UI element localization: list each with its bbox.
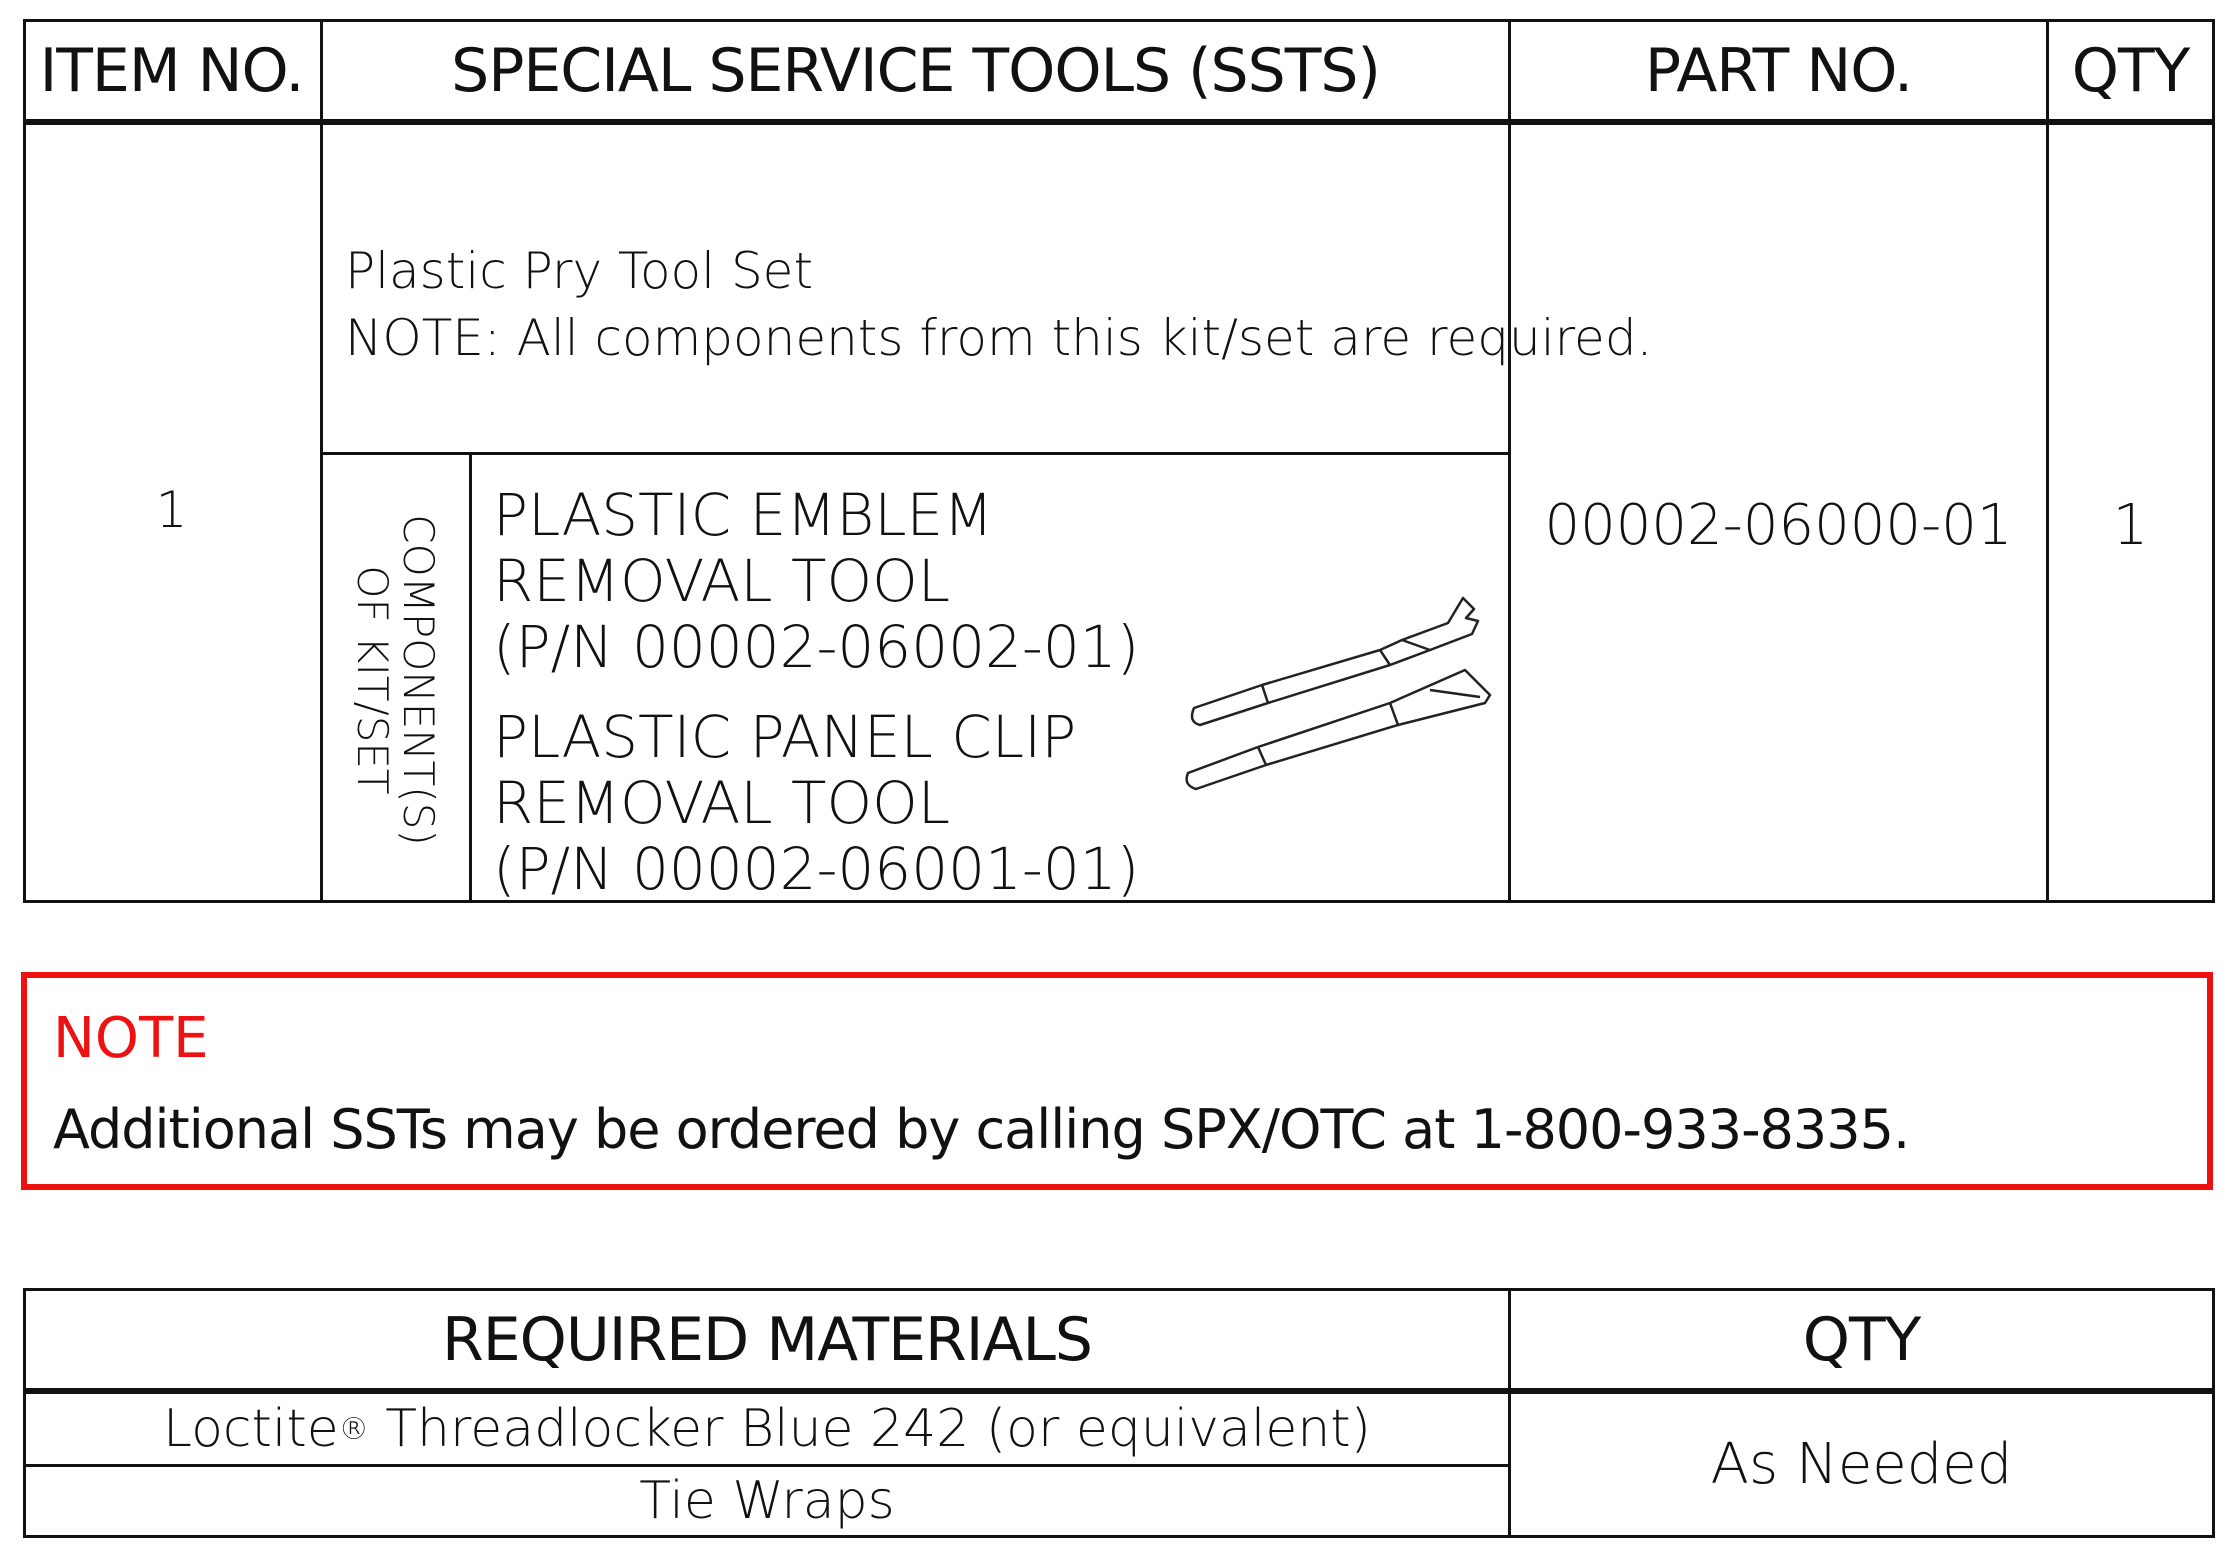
component-emblem-tool [493,482,1139,680]
component-1-line2: REMOVAL TOOL [493,547,951,615]
note-title: NOTE [53,1006,209,1071]
component-2-line1: PLASTIC PANEL CLIP [493,703,1077,771]
header-required-materials: REQUIRED MATERIALS [442,1304,1092,1375]
tool-note: NOTE: All components from this kit/set are required. [345,309,1653,367]
tool-description [345,238,1652,372]
pry-tools-illustration [1180,585,1500,800]
material-loctite-suffix: Threadlocker Blue 242 (or equivalent) [368,1398,1371,1459]
material-loctite [26,1394,1508,1464]
part-number: 00002-06000-01 [1544,492,2013,558]
header-qty: QTY [2071,35,2190,106]
component-2-part-no: (P/N 00002-06001-01) [493,835,1140,903]
materials-table [0,1270,2228,1552]
quantity: 1 [2112,492,2149,558]
components-label [330,470,460,890]
registered-mark: ® [338,1411,369,1447]
component-2-line2: REMOVAL TOOL [493,769,951,837]
component-1-part-no: (P/N 00002-06002-01) [493,613,1140,681]
material-tie-wraps: Tie Wraps [639,1470,895,1531]
header-item-no: ITEM NO. [39,35,304,106]
header-special-service-tools: SPECIAL SERVICE TOOLS (SSTS) [451,35,1380,106]
material-loctite-prefix: Loctite [163,1398,339,1459]
header-part-no: PART NO. [1644,35,1913,106]
note-box [21,972,2213,1190]
note-text: Additional SSTs may be ordered by calling SPX/OTC at 1-800-933-8335. [53,1098,1910,1161]
item-number: 1 [155,480,188,539]
components-label-line2: OF KIT/SET [348,565,397,795]
component-panel-clip-tool [493,704,1139,902]
materials-qty-value: As Needed [1710,1432,2013,1497]
component-1-line1: PLASTIC EMBLEM [493,481,994,549]
tool-name: Plastic Pry Tool Set [345,242,814,300]
components-label-line1: COMPONENT(S) [394,514,443,846]
header-materials-qty: QTY [1802,1304,1921,1375]
